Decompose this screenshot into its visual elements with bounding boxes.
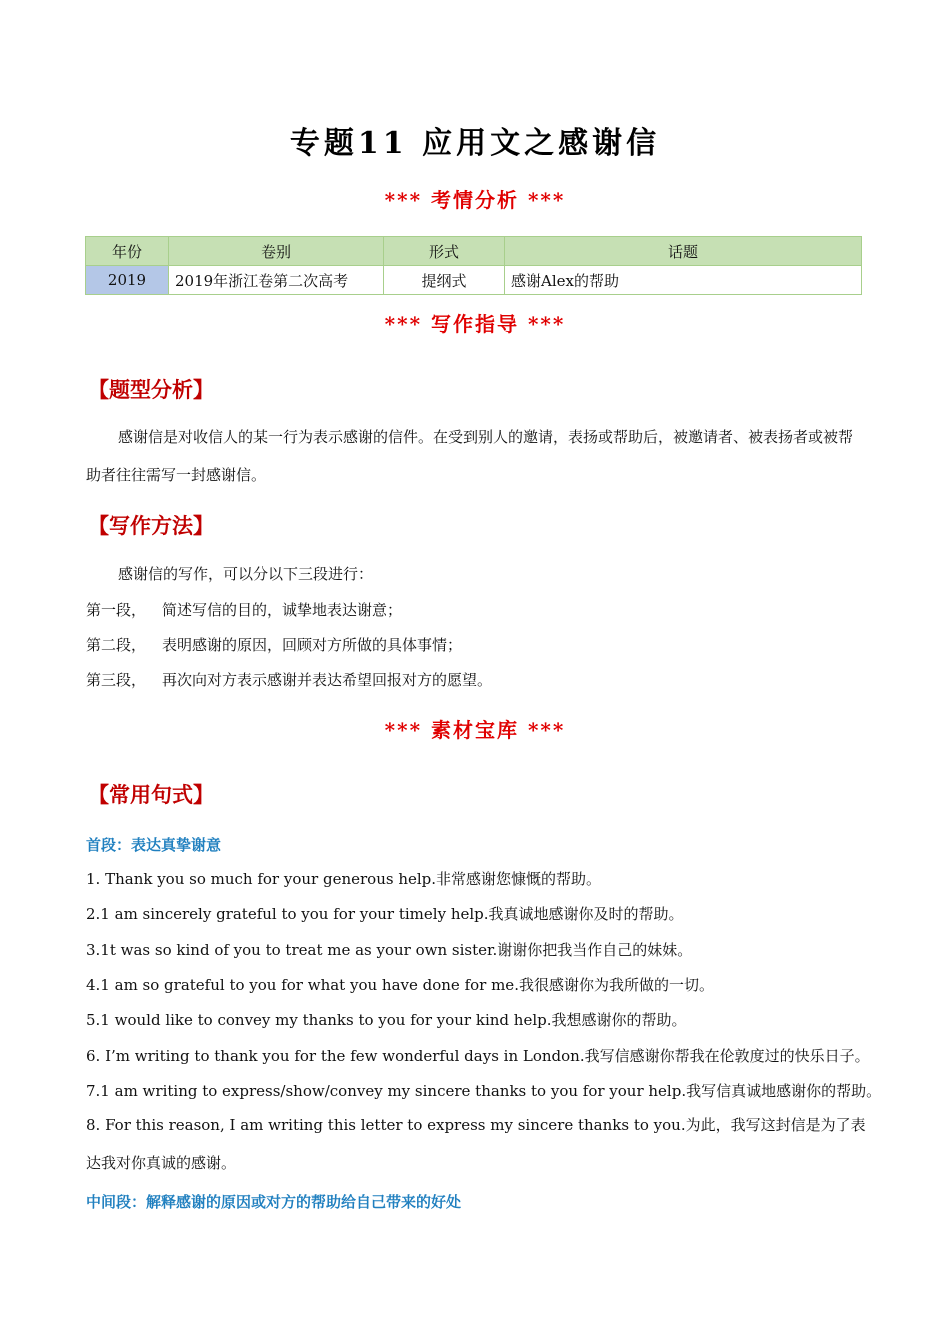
type-analysis-heading: 【题型分析】 xyxy=(88,378,214,402)
section-heading-guide: *** 写作指导 *** xyxy=(384,312,566,336)
sentence-item: 3.1t was so kind of you to treat me as your own sister.谢谢你把我当作自己的妹妹。 xyxy=(86,941,693,959)
section-heading-material: *** 素材宝库 *** xyxy=(384,718,566,742)
subheading-middle-paragraph: 中间段：解释感谢的原因或对方的帮助给自己带来的好处 xyxy=(86,1193,462,1211)
sentence-item: 1. Thank you so much for your generous help.非常感谢您慷慨的帮助。 xyxy=(86,870,602,888)
table-row xyxy=(86,266,862,295)
exam-info-table xyxy=(85,236,862,295)
section-heading-analysis: *** 考情分析 *** xyxy=(384,188,566,212)
method-step-number: 第一段， xyxy=(86,601,147,619)
page-title: 专题11 应用文之感谢信 xyxy=(289,126,661,161)
sentence-item: 6. I’m writing to thank you for the few wonderful days in London.我写信感谢你帮我在伦敦度过的快乐日子。 xyxy=(86,1047,870,1065)
sentence-item: 7.1 am writing to express/show/convey my sincere thanks to you for your help.我写信真诚地感谢你的帮助。 xyxy=(86,1082,882,1100)
sentence-item: 4.1 am so grateful to you for what you have done for me.我很感谢你为我所做的一切。 xyxy=(86,976,714,994)
common-sentences-heading: 【常用句式】 xyxy=(88,783,214,807)
method-step xyxy=(86,669,492,690)
table-header: 形式 xyxy=(384,237,505,266)
table-cell: 提纲式 xyxy=(384,266,505,295)
method-step-number: 第二段， xyxy=(86,636,147,654)
method-step xyxy=(86,599,402,620)
table-header: 卷别 xyxy=(169,237,384,266)
table-cell: 2019年浙江卷第二次高考 xyxy=(169,266,384,295)
method-step-number: 第三段， xyxy=(86,671,147,689)
table-header: 话题 xyxy=(505,237,862,266)
method-intro: 感谢信的写作，可以分以下三段进行： xyxy=(118,565,374,583)
sentence-item: 2.1 am sincerely grateful to you for your timely help.我真诚地感谢你及时的帮助。 xyxy=(86,905,684,923)
table-header: 年份 xyxy=(86,237,169,266)
method-step-text: 简述写信的目的，诚挚地表达谢意； xyxy=(162,601,403,619)
sentence-item: 5.1 would like to convey my thanks to you for your kind help.我想感谢你的帮助。 xyxy=(86,1011,687,1029)
type-analysis-text: 感谢信是对收信人的某一行为表示感谢的信件。在受到别人的邀请，表扬或帮助后，被邀请者、被表扬者或被帮助者往往需写一封感谢信。 xyxy=(86,428,854,484)
table-header-row xyxy=(86,237,862,266)
method-step-text: 表明感谢的原因，回顾对方所做的具体事情； xyxy=(162,636,463,654)
method-heading: 【写作方法】 xyxy=(88,514,214,538)
method-step-text: 再次向对方表示感谢并表达希望回报对方的愿望。 xyxy=(162,671,493,689)
table-cell: 感谢Alex的帮助 xyxy=(505,266,862,295)
table-cell: 2019 xyxy=(86,266,169,295)
subheading-first-paragraph: 首段：表达真挚谢意 xyxy=(86,836,222,854)
sentence-item: 8. For this reason, I am writing this letter to express my sincere thanks to you.为此，我写这封信是为了表达我对你真诚的感谢。 xyxy=(86,1116,866,1172)
method-step xyxy=(86,634,462,655)
